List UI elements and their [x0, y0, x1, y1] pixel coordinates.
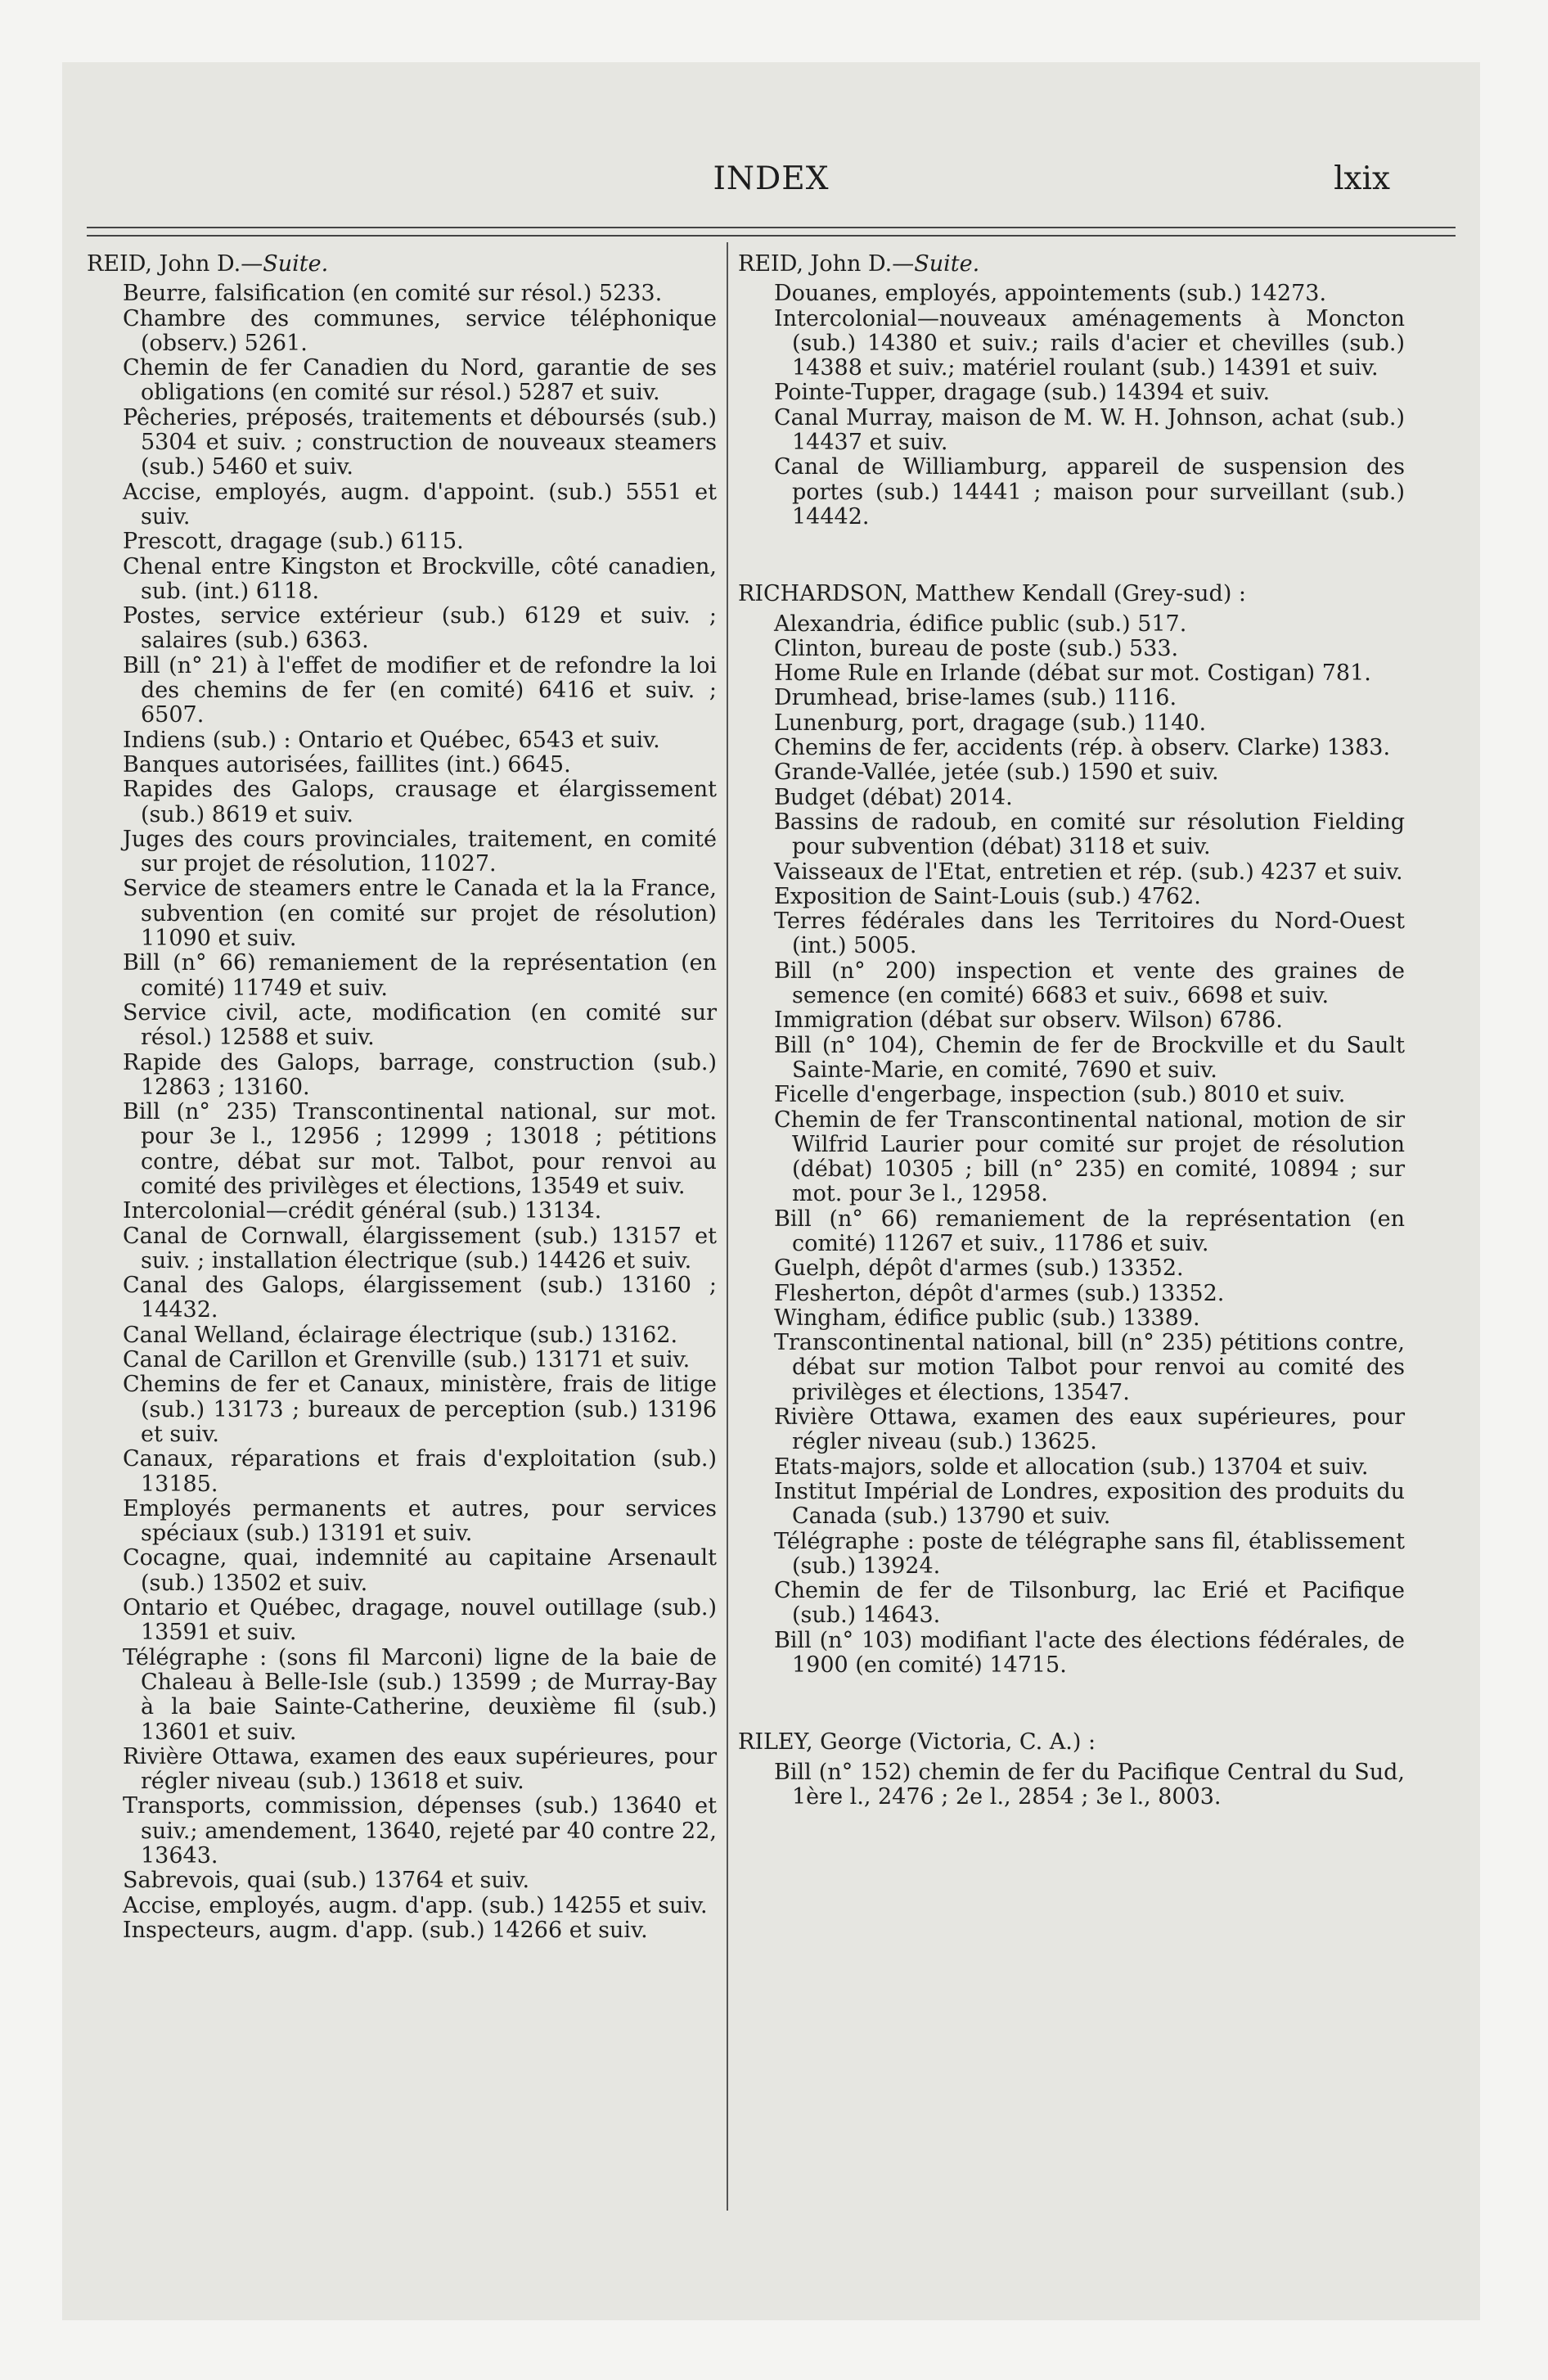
index-entry: Bill (n° 66) remaniement de la représentation (en comité) 11749 et suiv.	[123, 950, 717, 1001]
right-heading-richardson: RICHARDSON, Matthew Kendall (Grey-sud) :	[738, 581, 1247, 607]
index-entry: Bill (n° 152) chemin de fer du Pacifique Central du Sud, 1ère l., 2476 ; 2e l., 2854 ; 3e l., 8003.	[774, 1759, 1405, 1810]
index-entry: Canal des Galops, élargissement (sub.) 13160 ; 14432.	[123, 1273, 717, 1323]
index-entry: Télégraphe : (sons fil Marconi) ligne de la baie de Chaleau à Belle-Isle (sub.) 13599 ; de Murray-Bay à la baie Sainte-Catherine, deuxième fil (sub.) 13601 et suiv.	[123, 1644, 717, 1745]
index-entry: Pointe-Tupper, dragage (sub.) 14394 et suiv.	[774, 380, 1271, 406]
heading-suite: Suite.	[263, 251, 329, 277]
index-entry: Postes, service extérieur (sub.) 6129 et suiv. ; salaires (sub.) 6363.	[123, 603, 717, 654]
index-entry: Canal Welland, éclairage électrique (sub.) 13162.	[123, 1322, 678, 1348]
index-entry: Clinton, bureau de poste (sub.) 533.	[774, 635, 1179, 661]
header-rule-top	[87, 227, 1456, 228]
index-entry: Bill (n° 104), Chemin de fer de Brockville et du Sault Sainte-Marie, en comité, 7690 et suiv.	[774, 1032, 1405, 1083]
index-entry: Service de steamers entre le Canada et la la France, subvention (en comité sur projet de résolution) 11090 et suiv.	[123, 876, 717, 952]
index-entry: Chemin de fer de Tilsonburg, lac Erié et Pacifique (sub.) 14643.	[774, 1578, 1405, 1629]
index-entry: Pêcheries, préposés, traitements et déboursés (sub.) 5304 et suiv. ; construction de nouveaux steamers (sub.) 5460 et suiv.	[123, 404, 717, 480]
index-entry: Alexandria, édifice public (sub.) 517.	[774, 611, 1187, 637]
left-column	[87, 252, 717, 1943]
index-entry: Employés permanents et autres, pour services spéciaux (sub.) 13191 et suiv.	[123, 1495, 717, 1547]
index-entry: Télégraphe : poste de télégraphe sans fil, établissement (sub.) 13924.	[774, 1528, 1405, 1579]
index-entry: Canal de Cornwall, élargissement (sub.) 13157 et suiv. ; installation électrique (sub.) 14426 et suiv.	[123, 1223, 717, 1273]
index-entry: Immigration (débat sur observ. Wilson) 6786.	[774, 1007, 1283, 1034]
index-entry: Home Rule en Irlande (débat sur mot. Costigan) 781.	[774, 660, 1371, 687]
page-title: INDEX	[713, 160, 830, 197]
index-entry: Juges des cours provinciales, traitement, en comité sur projet de résolution, 11027.	[123, 826, 717, 877]
richardson-entries	[738, 612, 1405, 1679]
index-entry: Guelph, dépôt d'armes (sub.) 13352.	[774, 1255, 1184, 1282]
index-entry: Bill (n° 235) Transcontinental national, sur mot. pour 3e l., 12956 ; 12999 ; 13018 ; pétitions contre, débat sur mot. Talbot, pour renvoi au comité des privilèges et élections, 13549 et suiv.	[123, 1099, 717, 1199]
index-entry: Intercolonial—crédit général (sub.) 13134.	[123, 1198, 602, 1224]
index-entry: Wingham, édifice public (sub.) 13389.	[774, 1305, 1200, 1331]
index-entry: Chambre des communes, service téléphonique (observ.) 5261.	[123, 305, 717, 356]
index-entry: Bassins de radoub, en comité sur résolution Fielding pour subvention (débat) 3118 et suiv.	[774, 809, 1405, 860]
section-gap	[738, 1678, 1405, 1730]
reid-entries	[738, 282, 1405, 530]
index-entry: Canaux, réparations et frais d'exploitation (sub.) 13185.	[123, 1446, 717, 1497]
index-entry: Etats-majors, solde et allocation (sub.) 13704 et suiv.	[774, 1454, 1369, 1480]
index-entry: Lunenburg, port, dragage (sub.) 1140.	[774, 710, 1207, 736]
index-entry: Bill (n° 103) modifiant l'acte des élections fédérales, de 1900 (en comité) 14715.	[774, 1627, 1405, 1679]
index-entry: Transports, commission, dépenses (sub.) 13640 et suiv.; amendement, 13640, rejeté par 40 contre 22, 13643.	[123, 1793, 717, 1868]
index-entry: Service civil, acte, modification (en comité sur résol.) 12588 et suiv.	[123, 999, 717, 1051]
left-entries	[87, 282, 717, 1943]
index-entry: Chemins de fer et Canaux, ministère, frais de litige (sub.) 13173 ; bureaux de perception (sub.) 13196 et suiv.	[123, 1372, 717, 1447]
header-rule-bottom	[87, 235, 1456, 237]
index-entry: Rivière Ottawa, examen des eaux supérieures, pour régler niveau (sub.) 13625.	[774, 1404, 1405, 1455]
index-entry: Canal de Williamburg, appareil de suspension des portes (sub.) 14441 ; maison pour surveillant (sub.) 14442.	[774, 454, 1405, 530]
right-column	[738, 252, 1405, 1810]
index-entry: Drumhead, brise-lames (sub.) 1116.	[774, 685, 1177, 711]
index-entry: Grande-Vallée, jetée (sub.) 1590 et suiv.	[774, 760, 1219, 786]
heading-suite: Suite.	[914, 251, 980, 277]
index-entry: Rapides des Galops, crausage et élargissement (sub.) 8619 et suiv.	[123, 777, 717, 827]
page-header	[62, 160, 1480, 210]
index-entry: Prescott, dragage (sub.) 6115.	[123, 529, 464, 555]
index-entry: Ficelle d'engerbage, inspection (sub.) 8010 et suiv.	[774, 1082, 1346, 1108]
heading-name: REID, John D.—	[87, 251, 263, 277]
index-entry: Rapide des Galops, barrage, construction (sub.) 12863 ; 13160.	[123, 1049, 717, 1100]
index-entry: Institut Impérial de Londres, exposition des produits du Canada (sub.) 13790 et suiv.	[774, 1478, 1405, 1530]
index-entry: Rivière Ottawa, examen des eaux supérieures, pour régler niveau (sub.) 13618 et suiv.	[123, 1743, 717, 1795]
index-entry: Chemins de fer, accidents (rép. à observ. Clarke) 1383.	[774, 735, 1391, 761]
index-entry: Douanes, employés, appointements (sub.) 14273.	[774, 281, 1327, 307]
index-entry: Inspecteurs, augm. d'app. (sub.) 14266 et suiv.	[123, 1917, 648, 1943]
index-entry: Sabrevois, quai (sub.) 13764 et suiv.	[123, 1868, 530, 1894]
left-heading	[87, 252, 717, 277]
index-entry: Bill (n° 66) remaniement de la représentation (en comité) 11267 et suiv., 11786 et suiv.	[774, 1206, 1405, 1256]
index-entry: Chemin de fer Canadien du Nord, garantie de ses obligations (en comité sur résol.) 5287 et suiv.	[123, 355, 717, 406]
index-entry: Vaisseaux de l'Etat, entretien et rép. (sub.) 4237 et suiv.	[774, 859, 1403, 885]
index-entry: Bill (n° 200) inspection et vente des graines de semence (en comité) 6683 et suiv., 6698 et suiv.	[774, 958, 1405, 1009]
index-entry: Accise, employés, augm. d'appoint. (sub.) 5551 et suiv.	[123, 479, 717, 530]
page-number: lxix	[1334, 160, 1390, 197]
index-entry: Banques autorisées, faillites (int.) 6645.	[123, 751, 571, 778]
index-entry: Chenal entre Kingston et Brockville, côté canadien, sub. (int.) 6118.	[123, 553, 717, 604]
index-entry: Exposition de Saint-Louis (sub.) 4762.	[774, 883, 1201, 909]
riley-entries	[738, 1760, 1405, 1810]
scanned-page	[62, 62, 1480, 2320]
index-entry: Intercolonial—nouveaux aménagements à Moncton (sub.) 14380 et suiv.; rails d'acier et chevilles (sub.) 14388 et suiv.; matériel roulant (sub.) 14391 et suiv.	[774, 305, 1405, 381]
index-entry: Indiens (sub.) : Ontario et Québec, 6543 et suiv.	[123, 727, 660, 753]
index-entry: Canal Murray, maison de M. W. H. Johnson, achat (sub.) 14437 et suiv.	[774, 404, 1405, 456]
index-entry: Canal de Carillon et Grenville (sub.) 13171 et suiv.	[123, 1347, 691, 1373]
heading-name: REID, John D.—	[738, 251, 915, 277]
index-entry: Terres fédérales dans les Territoires du Nord-Ouest (int.) 5005.	[774, 908, 1405, 959]
index-entry: Ontario et Québec, dragage, nouvel outillage (sub.) 13591 et suiv.	[123, 1595, 717, 1646]
column-divider	[727, 242, 728, 2211]
index-entry: Budget (débat) 2014.	[774, 784, 1013, 810]
index-entry: Flesherton, dépôt d'armes (sub.) 13352.	[774, 1280, 1225, 1306]
right-heading-reid	[738, 252, 1405, 277]
right-heading-riley: RILEY, George (Victoria, C. A.) :	[738, 1729, 1096, 1756]
index-entry: Transcontinental national, bill (n° 235) pétitions contre, débat sur motion Talbot pour renvoi au comité des privilèges et élections, 13547.	[774, 1330, 1405, 1405]
section-gap	[738, 530, 1405, 582]
index-entry: Cocagne, quai, indemnité au capitaine Arsenault (sub.) 13502 et suiv.	[123, 1545, 717, 1596]
index-entry: Beurre, falsification (en comité sur résol.) 5233.	[123, 281, 663, 307]
index-entry: Accise, employés, augm. d'app. (sub.) 14255 et suiv.	[123, 1892, 708, 1918]
index-entry: Chemin de fer Transcontinental national, motion de sir Wilfrid Laurier pour comité sur projet de résolution (débat) 10305 ; bill (n° 235) en comité, 10894 ; sur mot. pour 3e l., 12958.	[774, 1107, 1405, 1207]
index-entry: Bill (n° 21) à l'effet de modifier et de refondre la loi des chemins de fer (en comité) 6416 et suiv. ; 6507.	[123, 652, 717, 728]
